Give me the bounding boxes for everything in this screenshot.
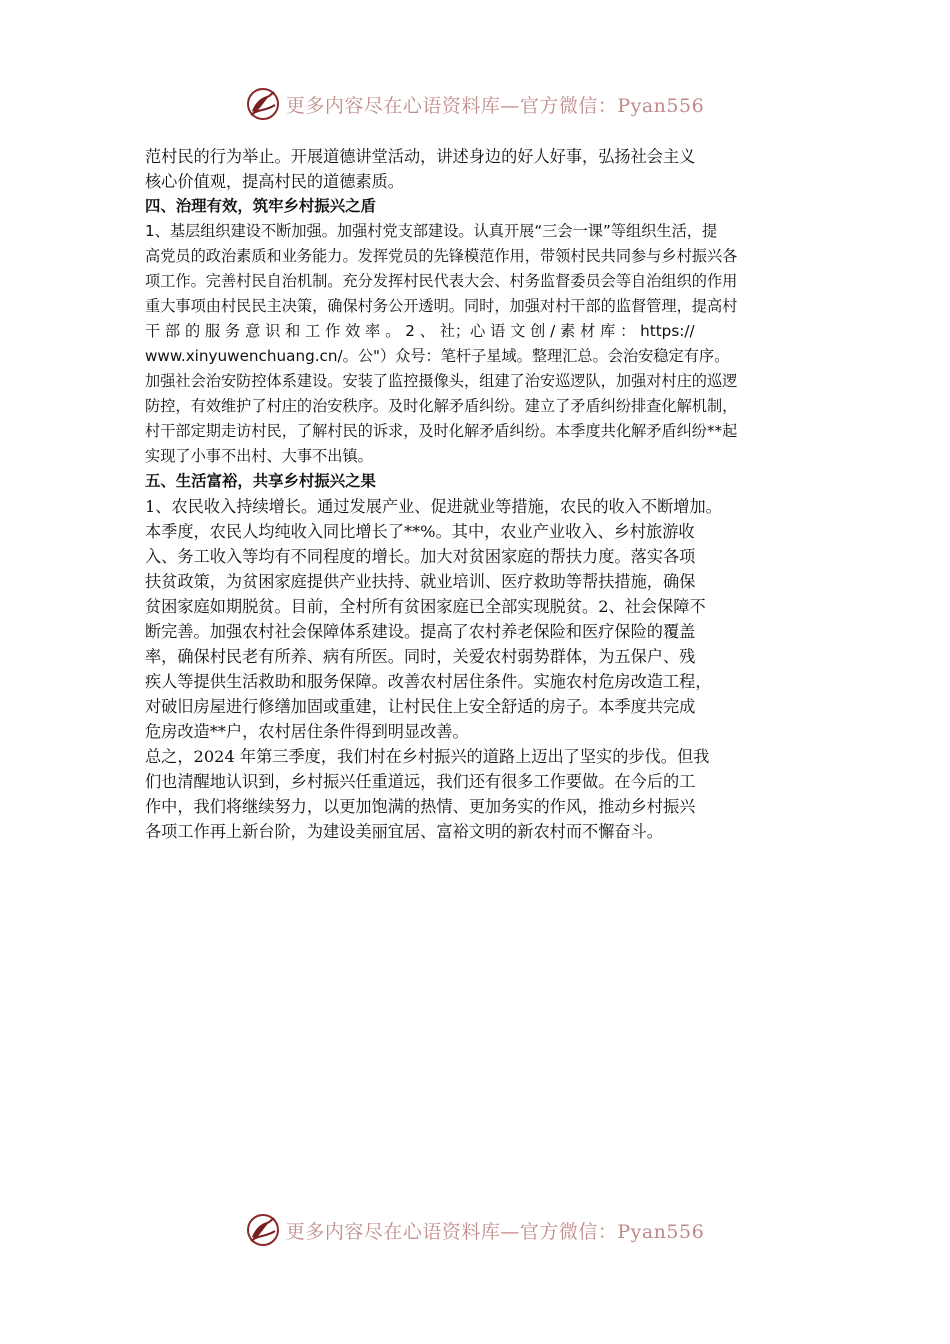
document-body (145, 144, 810, 844)
header-banner (0, 84, 950, 124)
signature-pen-logo-icon (246, 1213, 280, 1247)
conclusion-paragraph: 总之，2024 年第三季度，我们村在乡村振兴的道路上迈出了坚实的步伐。但我 们也清醒地认识到，乡村振兴任重道远，我们还有很多工作要做。在今后的工 作中，我们将继续努力，以更加饱满的热情、更加务实的作风，推动乡村振兴 各项工作再上新台阶，为建设美丽宜居、富裕文明的新农村而不懈奋斗。 (145, 747, 710, 841)
section-5-heading: 五、生活富裕，共享乡村振兴之果 (145, 472, 376, 490)
intro-paragraph: 范村民的行为举止。开展道德讲堂活动，讲述身边的好人好事，弘扬社会主义 核心价值观，提高村民的道德素质。 (145, 147, 696, 191)
section-4-paragraph: 1、基层组织建设不断加强。加强村党支部建设。认真开展“三会一课”等组织生活，提 高党员的政治素质和业务能力。发挥党员的先锋模范作用，带领村民共同参与乡村振兴各 项工作。完善村民自治机制。充分发挥村民代表大会、村务监督委员会等自治组织的作用 重大事项由村民民主决策，确保村务公开透明。同时，加强对村干部的监督管理，提高村 干 部 的 服 务 意 识 和 工 作 效 率 。 2 、 社；心 语 文 创 / 素 材 库 ： https:// www.xinyuwenchuang.cn/。公"）众号：笔杆子星域。整理汇总。会治安稳定有序。 加强社会治安防控体系建设。安装了监控摄像头，组建了治安巡逻队，加强对村庄的巡逻 防控，有效维护了村庄的治安秩序。及时化解矛盾纠纷。建立了矛盾纠纷排查化解机制， 村干部定期走访村民，了解村民的诉求，及时化解矛盾纠纷。本季度共化解矛盾纠纷**起 实现了小事不出村、大事不出镇。 (145, 222, 738, 465)
section-4-heading: 四、治理有效，筑牢乡村振兴之盾 (145, 197, 376, 215)
header-banner-text: 更多内容尽在心语资料库—官方微信：Pyan556 (285, 94, 705, 117)
footer-banner (0, 1210, 950, 1250)
signature-pen-logo-icon (246, 87, 280, 121)
footer-banner-text: 更多内容尽在心语资料库—官方微信：Pyan556 (285, 1220, 705, 1243)
section-5-paragraph: 1、农民收入持续增长。通过发展产业、促进就业等措施，农民的收入不断增加。 本季度，农民人均纯收入同比增长了**%。其中，农业产业收入、乡村旅游收 入、务工收入等均有不同程度的增长。加大对贫困家庭的帮扶力度。落实各项 扶贫政策，为贫困家庭提供产业扶持、就业培训、医疗救助等帮扶措施，确保 贫困家庭如期脱贫。目前，全村所有贫困家庭已全部实现脱贫。2、社会保障不 断完善。加强农村社会保障体系建设。提高了农村养老保险和医疗保险的覆盖 率，确保村民老有所养、病有所医。同时，关爱农村弱势群体，为五保户、残 疾人等提供生活救助和服务保障。改善农村居住条件。实施农村危房改造工程， 对破旧房屋进行修缮加固或重建，让村民住上安全舒适的房子。本季度共完成 危房改造**户，农村居住条件得到明显改善。 (145, 497, 722, 741)
